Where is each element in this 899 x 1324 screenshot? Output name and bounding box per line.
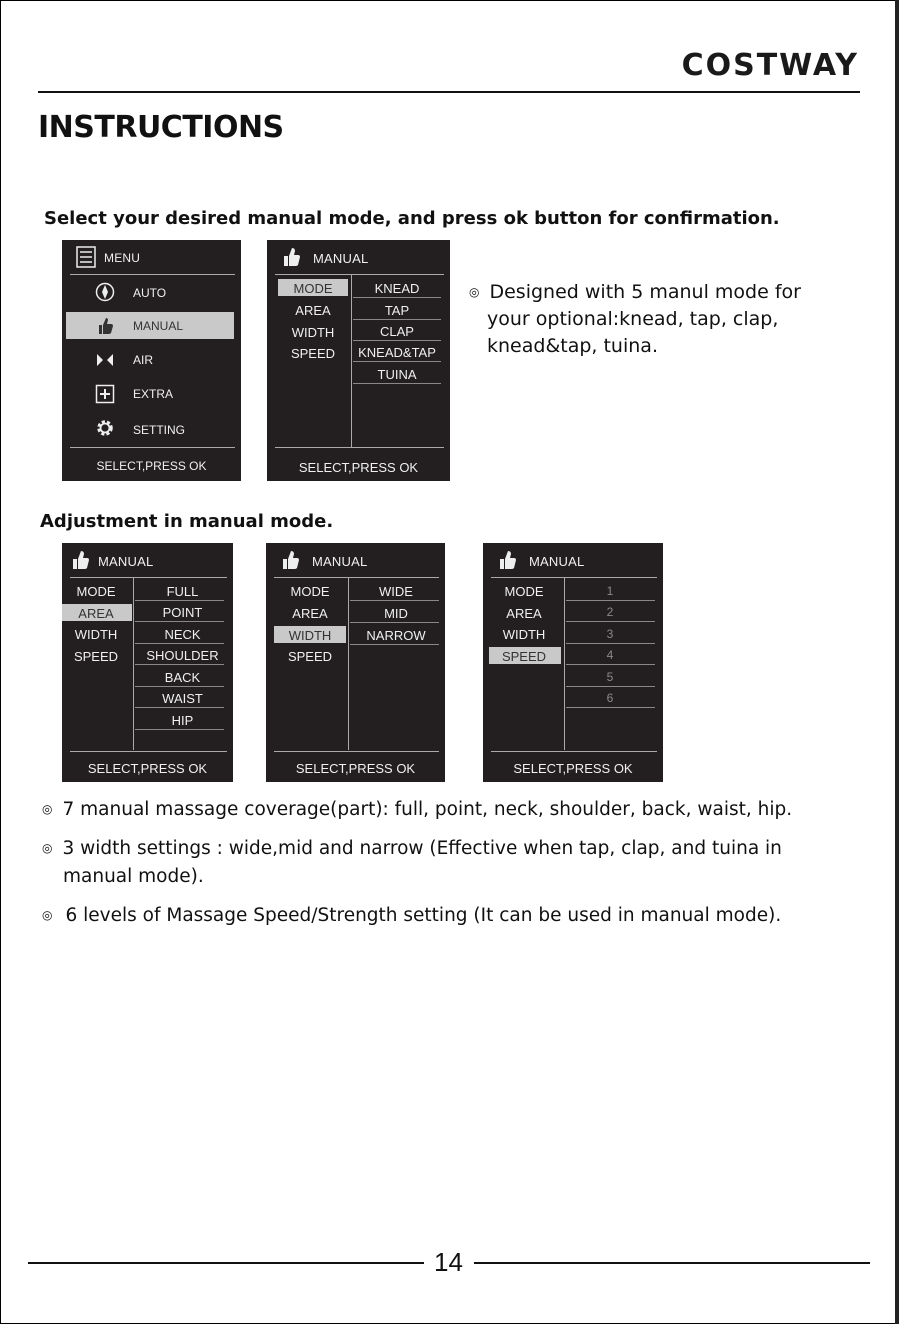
area-footer-line (70, 751, 227, 752)
bullet-width (42, 834, 782, 891)
brand-logo: COSTWAY (681, 48, 859, 83)
option-tap[interactable]: TAP (384, 303, 410, 318)
option-line (566, 664, 655, 665)
footer-rule-right (474, 1262, 870, 1264)
option-wide[interactable]: WIDE (379, 584, 413, 599)
option-tuina[interactable]: TUINA (377, 367, 417, 382)
thumbs-up-icon (281, 246, 301, 268)
left-item-speed[interactable]: SPEED (290, 346, 336, 361)
option-line (135, 686, 224, 687)
option-shoulder[interactable]: SHOULDER (146, 648, 219, 663)
menu-item-extra[interactable]: EXTRA (133, 387, 174, 401)
menu-item-setting[interactable]: SETTING (133, 423, 186, 437)
width-footer: SELECT,PRESS OK (295, 761, 416, 776)
manual-speed-screen (483, 543, 663, 782)
manual-divider (351, 275, 352, 447)
menu-footer-line (70, 447, 235, 448)
option-line (566, 707, 655, 708)
option-line (353, 297, 441, 298)
option-level-5[interactable]: 5 (606, 670, 614, 684)
thumbs-up-icon (280, 549, 300, 571)
bullet-icon: ◎ (42, 802, 53, 816)
width-text-line2: manual mode). (63, 866, 204, 887)
option-line (566, 686, 655, 687)
option-line (350, 644, 439, 645)
left-item-width[interactable]: WIDTH (74, 627, 118, 642)
menu-header-line (70, 274, 235, 275)
option-full[interactable]: FULL (166, 584, 199, 599)
manual-footer-line (275, 447, 444, 448)
auto-icon (95, 282, 115, 302)
option-clap[interactable]: CLAP (380, 324, 414, 339)
left-item-speed[interactable]: SPEED (501, 649, 547, 664)
left-item-mode[interactable]: MODE (504, 584, 544, 599)
footer-rule-left (28, 1262, 424, 1264)
speed-footer-line (491, 751, 657, 752)
area-title: MANUAL (98, 554, 154, 569)
section2-heading: Adjustment in manual mode. (40, 511, 334, 532)
air-icon (95, 350, 115, 370)
manual-footer: SELECT,PRESS OK (298, 460, 419, 475)
left-item-mode[interactable]: MODE (76, 584, 116, 599)
option-level-6[interactable]: 6 (606, 691, 614, 705)
width-divider (348, 578, 349, 750)
left-item-mode[interactable]: MODE (293, 281, 333, 296)
left-item-area[interactable]: AREA (78, 606, 114, 621)
menu-item-manual[interactable]: MANUAL (133, 319, 184, 333)
manual-mode-screen (267, 240, 450, 481)
manual-title: MANUAL (313, 251, 369, 266)
menu-header (62, 240, 241, 274)
speed-footer: SELECT,PRESS OK (513, 761, 633, 776)
speed-divider (564, 578, 565, 750)
bullet-speed (42, 902, 781, 929)
option-line (566, 643, 655, 644)
menu-footer: SELECT,PRESS OK (96, 459, 207, 473)
thumbs-up-icon (497, 549, 517, 571)
width-footer-line (274, 751, 439, 752)
width-text-line1: 3 width settings : wide,mid and narrow (Effective when tap, clap, and tuina in (62, 838, 782, 859)
option-line (353, 340, 441, 341)
option-line (135, 664, 224, 665)
option-level-2[interactable]: 2 (606, 605, 614, 619)
option-line (135, 621, 224, 622)
option-knead[interactable]: KNEAD (374, 281, 420, 296)
thumbs-up-icon (95, 316, 115, 336)
option-line (135, 643, 224, 644)
left-item-area[interactable]: AREA (506, 606, 542, 621)
page-title: INSTRUCTIONS (38, 110, 284, 145)
manual-header-line (275, 274, 444, 275)
area-header-line (70, 577, 227, 578)
section1-heading: Select your desired manual mode, and press ok button for confirmation. (44, 208, 780, 229)
manual-area-screen (62, 543, 233, 782)
area-footer: SELECT,PRESS OK (87, 761, 208, 776)
thumbs-up-icon (70, 549, 90, 571)
menu-item-air[interactable]: AIR (133, 353, 154, 367)
menu-list-icon (76, 246, 96, 268)
option-narrow[interactable]: NARROW (366, 628, 426, 643)
header-rule (38, 91, 860, 93)
left-item-speed[interactable]: SPEED (73, 649, 119, 664)
coverage-text: 7 manual massage coverage(part): full, point, neck, shoulder, back, waist, hip. (62, 799, 793, 820)
left-item-area[interactable]: AREA (292, 606, 328, 621)
option-line (353, 383, 441, 384)
bullet-icon: ◎ (42, 908, 53, 922)
note-line-1: Designed with 5 manul mode for (489, 281, 801, 303)
option-neck[interactable]: NECK (164, 627, 201, 642)
speed-header-line (491, 577, 657, 578)
option-back[interactable]: BACK (164, 670, 201, 685)
option-line (350, 600, 439, 601)
page-number: 14 (434, 1247, 463, 1277)
left-item-width[interactable]: WIDTH (502, 627, 546, 642)
note-line-3: knead&tap, tuina. (487, 335, 658, 357)
option-level-3[interactable]: 3 (606, 627, 614, 641)
option-line (135, 707, 224, 708)
menu-title: MENU (104, 251, 141, 265)
option-line (350, 622, 439, 623)
option-level-1[interactable]: 1 (606, 584, 614, 598)
option-line (353, 361, 441, 362)
option-line (566, 621, 655, 622)
option-level-4[interactable]: 4 (606, 648, 614, 662)
option-waist[interactable]: WAIST (162, 691, 203, 706)
option-line (566, 600, 655, 601)
width-header-line (274, 577, 439, 578)
note-line-2: your optional:knead, tap, clap, (487, 308, 779, 330)
width-title: MANUAL (312, 554, 368, 569)
option-hip[interactable]: HIP (171, 713, 194, 728)
manual-width-screen (266, 543, 445, 782)
menu-screen (62, 240, 241, 481)
option-point[interactable]: POINT (162, 605, 203, 620)
bullet-icon: ◎ (469, 285, 480, 299)
section1-note (469, 279, 801, 360)
option-mid[interactable]: MID (384, 606, 408, 621)
bullet-coverage (42, 796, 792, 823)
option-line (135, 600, 224, 601)
plus-box-icon (95, 384, 115, 404)
left-item-speed[interactable]: SPEED (287, 649, 333, 664)
option-line (135, 729, 224, 730)
gear-icon (95, 418, 115, 438)
option-line (353, 319, 441, 320)
speed-title: MANUAL (529, 554, 585, 569)
left-item-mode[interactable]: MODE (290, 584, 330, 599)
menu-item-auto[interactable]: AUTO (133, 286, 167, 300)
page-edge-bar (895, 0, 899, 1324)
area-divider (133, 578, 134, 750)
option-knead-tap[interactable]: KNEAD&TAP (358, 345, 436, 360)
speed-text: 6 levels of Massage Speed/Strength setting (It can be used in manual mode). (65, 905, 782, 926)
bullet-icon: ◎ (42, 841, 53, 855)
left-item-width[interactable]: WIDTH (291, 325, 335, 340)
left-item-width[interactable]: WIDTH (288, 628, 332, 643)
left-item-area[interactable]: AREA (295, 303, 331, 318)
